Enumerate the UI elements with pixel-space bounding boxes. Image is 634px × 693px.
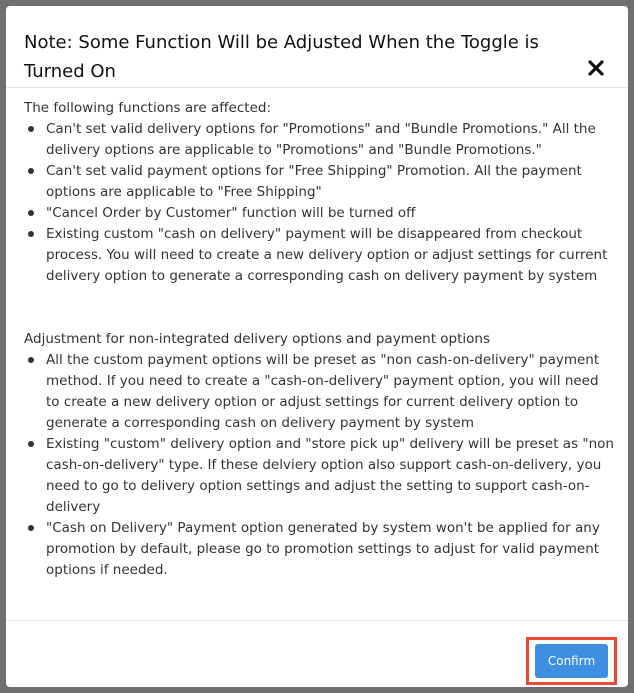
bullet-icon — [28, 126, 34, 132]
list-item: Existing custom "cash on delivery" payment will be disappeared from checkout process. You will need to create a new delivery option or adjust settings for current delivery option to generate a corresponding cash on delivery payment by system — [24, 224, 616, 287]
section-heading-adjustment: Adjustment for non-integrated delivery options and payment options — [24, 331, 491, 347]
dialog-body — [24, 98, 616, 581]
bullet-icon — [28, 357, 34, 363]
bullet-icon — [28, 231, 34, 237]
adjustment-list — [24, 350, 616, 581]
close-icon — [584, 56, 608, 80]
confirm-button[interactable]: Confirm — [535, 644, 608, 678]
affected-functions-list — [24, 119, 616, 287]
list-item: "Cancel Order by Customer" function will be turned off — [24, 203, 616, 224]
dialog-title: Note: Some Function Will be Adjusted When the Toggle is Turned On — [24, 32, 539, 82]
dialog-footer — [6, 620, 628, 687]
bullet-icon — [28, 168, 34, 174]
bullet-icon — [28, 525, 34, 531]
close-button[interactable] — [584, 56, 608, 80]
list-item: All the custom payment options will be preset as "non cash-on-delivery" payment method. If you need to create a "cash-on-delivery" payment option, you will need to create a new delivery option or adjust settings for current delivery option to generate a corresponding cash on delivery payment by system — [24, 350, 616, 434]
list-item: Can't set valid delivery options for "Promotions" and "Bundle Promotions." All the delivery options are applicable to "Promotions" and "Bundle Promotions." — [24, 119, 616, 161]
list-item: Can't set valid payment options for "Free Shipping" Promotion. All the payment options are applicable to "Free Shipping" — [24, 161, 616, 203]
bullet-icon — [28, 210, 34, 216]
list-item: "Cash on Delivery" Payment option generated by system won't be applied for any promotion by default, please go to promotion settings to adjust for valid payment options if needed. — [24, 518, 616, 581]
dialog — [6, 6, 628, 687]
list-item: Existing "custom" delivery option and "store pick up" delivery will be preset as "non cash-on-delivery" type. If these delviery option also support cash-on-delivery, you need to go to delivery option settings and adjust the setting to support cash-on-delivery — [24, 434, 616, 518]
dialog-header — [6, 6, 628, 88]
bullet-icon — [28, 441, 34, 447]
section-spacer — [24, 287, 616, 329]
section-heading-affected: The following functions are affected: — [24, 100, 271, 116]
